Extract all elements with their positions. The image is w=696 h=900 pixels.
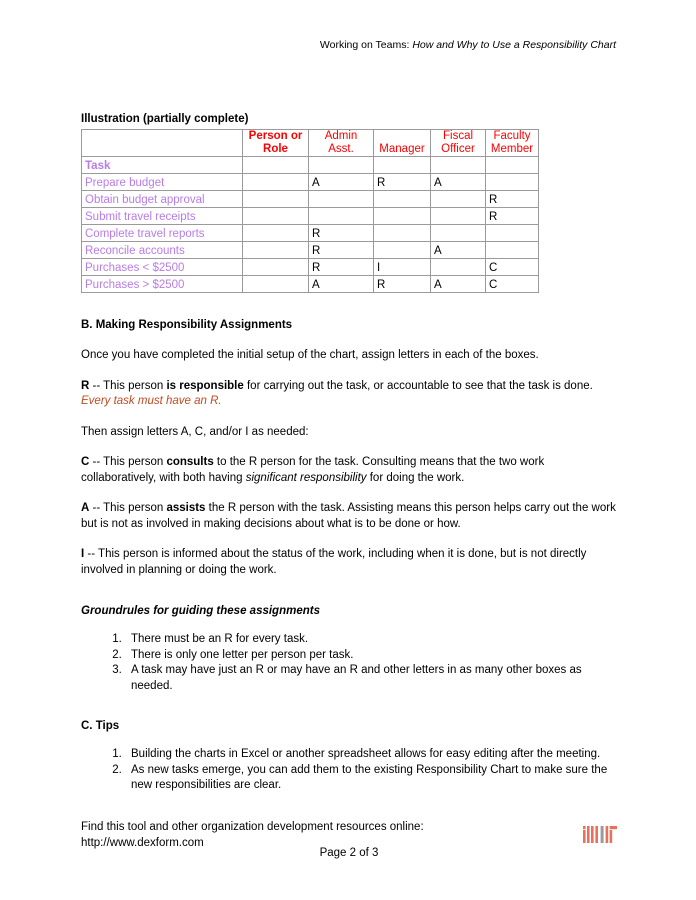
header-line-2: Asst. — [328, 143, 354, 155]
then-assign-line: Then assign letters A, C, and/or I as needed: — [81, 425, 309, 438]
illustration-heading: Illustration (partially complete) — [81, 113, 249, 125]
section-b-heading: B. Making Responsibility Assignments — [81, 319, 293, 331]
definition-a-dash: -- — [89, 502, 104, 514]
list-item: 1. Building the charts in Excel or another spreadsheet allows for easy editing after the meeting. — [125, 747, 617, 763]
cell-person-or-role — [243, 242, 309, 259]
definition-c-bold: consults — [166, 456, 214, 468]
cell-person-or-role — [243, 157, 309, 174]
cell-fiscal-officer — [431, 191, 486, 208]
cell-admin-asst: R — [309, 225, 374, 242]
cell-fiscal-officer: A — [431, 242, 486, 259]
groundrules-heading: Groundrules for guiding these assignments — [81, 605, 320, 617]
header-line-2: Manager — [379, 143, 425, 155]
definition-i — [81, 547, 617, 578]
cell-admin-asst — [309, 191, 374, 208]
cell-person-or-role — [243, 208, 309, 225]
definition-c-lead: This person — [103, 456, 167, 468]
definition-r-rest: for carrying out the task, or accountable to see that the task is done. — [243, 379, 593, 392]
document-body — [81, 112, 617, 794]
column-header-blank — [82, 130, 243, 157]
definition-i-rest: This person is informed about the status of the work, including when it is done, but is not directly involved in planning or doing the work. — [81, 548, 587, 576]
definition-c-letter: C — [81, 456, 90, 468]
definition-c-rest: for doing the work. — [366, 471, 465, 484]
definition-i-letter: I — [81, 548, 85, 560]
row-task-label: Reconcile accounts — [82, 242, 243, 259]
column-header-person-or-role — [243, 130, 309, 157]
cell-fiscal-officer: A — [431, 174, 486, 191]
cell-person-or-role — [243, 276, 309, 293]
cell-fiscal-officer: A — [431, 276, 486, 293]
running-header — [81, 38, 616, 52]
definition-r-lead: This person — [103, 379, 167, 392]
table-row — [82, 259, 539, 276]
cell-person-or-role — [243, 225, 309, 242]
cell-manager: R — [374, 276, 431, 293]
definition-r-emphasis: Every task must have an R. — [81, 395, 222, 407]
cell-fiscal-officer — [431, 225, 486, 242]
groundrules-list — [81, 632, 617, 694]
cell-admin-asst: R — [309, 259, 374, 276]
header-line-1: Person or — [248, 130, 303, 142]
list-item: 3. A task may have just an R or may have an R and other letters in as many other boxes as needed. — [125, 663, 617, 694]
definition-r-letter: R — [81, 379, 90, 392]
cell-fiscal-officer — [431, 259, 486, 276]
footer-line-1: Find this tool and other organization development resources online: — [81, 821, 424, 833]
footer-url[interactable]: http://www.dexform.com — [81, 836, 204, 849]
section-b-intro: Once you have completed the initial setup of the chart, assign letters in each of the boxes. — [81, 349, 539, 361]
table-row — [82, 208, 539, 225]
cell-admin-asst: R — [309, 242, 374, 259]
table-row — [82, 157, 539, 174]
cell-faculty-member — [486, 174, 539, 191]
header-line-1: Faculty — [493, 130, 531, 142]
cell-faculty-member: C — [486, 276, 539, 293]
cell-faculty-member: R — [486, 208, 539, 225]
column-header-admin-asst — [309, 130, 374, 157]
cell-manager — [374, 225, 431, 242]
definition-r — [81, 379, 617, 410]
cell-admin-asst: A — [309, 276, 374, 293]
header-line-2: Member — [490, 143, 534, 155]
mit-logo — [583, 826, 617, 843]
definition-c-mid: to the R person for the task. Consulting means that the two work collaboratively, with both having — [81, 456, 545, 484]
definition-r-dash: -- — [89, 379, 104, 392]
tips-list — [81, 747, 617, 794]
column-header-faculty-member — [486, 130, 539, 157]
definition-a-rest: the R person with the task. Assisting means this person helps carry out the work but is not as involved in making decisions about what is to be done or how. — [81, 502, 616, 530]
header-line-1: Fiscal — [442, 130, 474, 142]
page-number: Page 2 of 3 — [319, 847, 379, 859]
row-task-label: Purchases < $2500 — [82, 259, 243, 276]
cell-admin-asst — [309, 157, 374, 174]
definition-a-lead: This person — [103, 502, 167, 514]
cell-faculty-member: C — [486, 259, 539, 276]
table-row — [82, 242, 539, 259]
row-task-label: Task — [82, 157, 243, 174]
cell-manager — [374, 208, 431, 225]
cell-person-or-role — [243, 191, 309, 208]
row-task-label: Submit travel receipts — [82, 208, 243, 225]
cell-admin-asst: A — [309, 174, 374, 191]
cell-faculty-member — [486, 225, 539, 242]
table-row — [82, 225, 539, 242]
definition-r-bold: is responsible — [166, 379, 244, 392]
cell-person-or-role — [243, 174, 309, 191]
table-row — [82, 191, 539, 208]
definition-a-letter: A — [81, 502, 90, 514]
list-item: 2. There is only one letter per person per task. — [125, 648, 617, 664]
running-header-prefix: Working on Teams: — [319, 39, 410, 51]
cell-admin-asst — [309, 208, 374, 225]
row-task-label: Purchases > $2500 — [82, 276, 243, 293]
definition-c-dash: -- — [89, 456, 104, 468]
cell-manager — [374, 191, 431, 208]
cell-manager: I — [374, 259, 431, 276]
definition-c — [81, 455, 617, 486]
cell-fiscal-officer — [431, 208, 486, 225]
table-row — [82, 174, 539, 191]
cell-person-or-role — [243, 259, 309, 276]
cell-faculty-member — [486, 157, 539, 174]
header-line-2: Role — [263, 143, 288, 155]
definition-c-italic: significant responsibility — [245, 471, 367, 484]
cell-faculty-member — [486, 242, 539, 259]
row-task-label: Complete travel reports — [82, 225, 243, 242]
cell-faculty-member: R — [486, 191, 539, 208]
column-header-manager — [374, 130, 431, 157]
definition-a — [81, 501, 617, 532]
definition-i-dash: -- — [84, 548, 99, 560]
cell-manager — [374, 242, 431, 259]
definition-a-bold: assists — [166, 502, 206, 514]
cell-manager: R — [374, 174, 431, 191]
table-row — [82, 276, 539, 293]
row-task-label: Prepare budget — [82, 174, 243, 191]
cell-fiscal-officer — [431, 157, 486, 174]
running-header-title: How and Why to Use a Responsibility Chart — [412, 39, 616, 51]
list-item: 1. There must be an R for every task. — [125, 632, 617, 648]
cell-manager — [374, 157, 431, 174]
table-header-row — [82, 130, 539, 157]
table-body — [82, 130, 539, 293]
responsibility-chart-table — [81, 129, 539, 293]
column-header-fiscal-officer — [431, 130, 486, 157]
header-line-2: Officer — [441, 143, 475, 155]
row-task-label: Obtain budget approval — [82, 191, 243, 208]
header-line-1: Admin — [324, 130, 358, 142]
section-c-heading: C. Tips — [81, 720, 120, 732]
list-item: 2. As new tasks emerge, you can add them to the existing Responsibility Chart to make sure the new responsibilities are clear. — [125, 763, 617, 794]
